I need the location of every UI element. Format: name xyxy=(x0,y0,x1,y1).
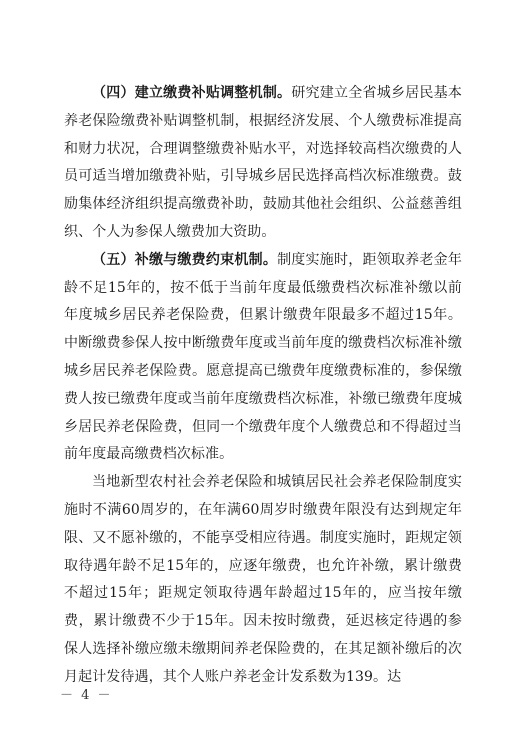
paragraph-continuation xyxy=(64,469,462,691)
paragraph-text-continuation: 当地新型农村社会养老保险和城镇居民社会养老保险制度实施时不满60周岁的，在年满60周岁时缴费年限没有达到规定年限、又不愿补缴的，不能享受相应待遇。制度实施时，距规定领取待遇年龄不足15年的，应逐年缴费，也允许补缴，累计缴费不超过15年；距规定领取待遇年龄超过15年的，应当按年缴费，累计缴费不少于15年。因未按时缴费，延迟核定待遇的参保人选择补缴应缴未缴期间养老保险费的，在其足额补缴后的次月起计发待遇，其个人账户养老金计发系数为139。达 xyxy=(64,474,462,685)
section-heading-5: （五）补缴与缴费约束机制。 xyxy=(92,251,278,268)
section-heading-4: （四）建立缴费补贴调整机制。 xyxy=(92,85,292,101)
document-body xyxy=(64,80,462,692)
paragraph-text-5: 制度实施时，距领取养老金年龄不足15年的，按不低于当前年度最低缴费档次标准补缴以前年度城乡居民养老保险费，但累计缴费年限最多不超过15年。中断缴费参保人按中断缴费年度或当前年度的缴费档次标准补缴城乡居民养老保险费。愿意提高已缴费年度缴费标准的，参保缴费人按已缴费年度或当前年度缴费档次标准，补缴已缴费年度城乡居民养老保险费，但同一个缴费年度个人缴费总和不得超过当前年度最高缴费档次标准。 xyxy=(64,251,462,463)
paragraph-5 xyxy=(64,247,462,469)
paragraph-4 xyxy=(64,80,462,247)
page-number: － 4 － xyxy=(60,688,113,703)
paragraph-text-4: 研究建立全省城乡居民基本养老保险缴费补贴调整机制，根据经济发展、个人缴费标准提高和财力状况，合理调整缴费补贴水平，对选择较高档次缴费的人员可适当增加缴费补贴，引导城乡居民选择高档次标准缴费。鼓励集体经济组织提高缴费补助，鼓励其他社会组织、公益慈善组织、个人为参保人缴费加大资助。 xyxy=(64,85,463,240)
